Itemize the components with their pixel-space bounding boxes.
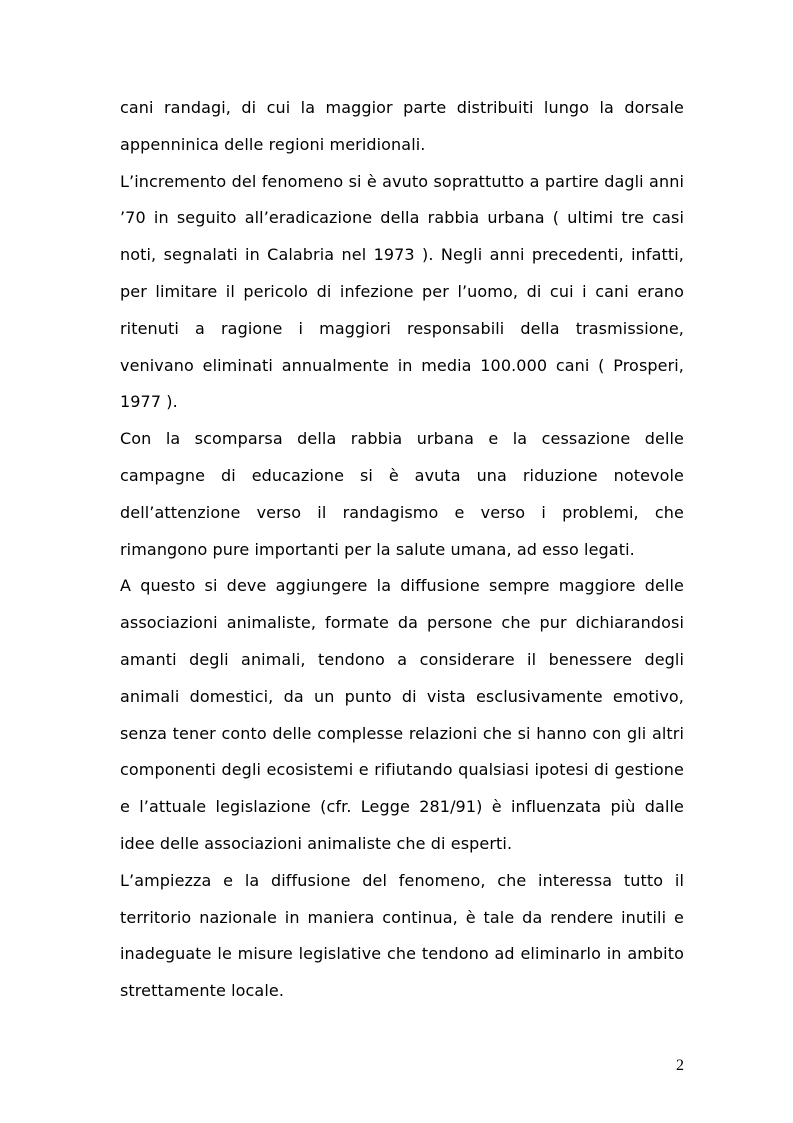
paragraph: Con la scomparsa della rabbia urbana e la cessazione delle campagne di educazione si è avuta una riduzione notevole dell’attenzione verso il randagismo e verso i problemi, che rimangono pure importanti per la salute umana, ad esso legati. bbox=[120, 429, 684, 559]
paragraph: cani randagi, di cui la maggior parte distribuiti lungo la dorsale appenninica delle regioni meridionali. bbox=[120, 98, 684, 154]
page-number: 2 bbox=[676, 1057, 684, 1074]
paragraph: A questo si deve aggiungere la diffusione sempre maggiore delle associazioni animaliste, formate da persone che pur dichiarandosi amanti degli animali, tendono a considerare il benessere degli animali domestici, da un punto di vista esclusivamente emotivo, senza tener conto delle complesse relazioni che si hanno con gli altri componenti degli ecosistemi e rifiutando qualsiasi ipotesi di gestione e l’attuale legislazione (cfr. Legge 281/91) è influenzata più dalle idee delle associazioni animaliste che di esperti. bbox=[120, 576, 684, 853]
body-text bbox=[120, 90, 684, 1010]
paragraph: L’incremento del fenomeno si è avuto soprattutto a partire dagli anni ’70 in seguito all’eradicazione della rabbia urbana ( ultimi tre casi noti, segnalati in Calabria nel 1973 ). Negli anni precedenti, infatti, per limitare il pericolo di infezione per l’uomo, di cui i cani erano ritenuti a ragione i maggiori responsabili della trasmissione, venivano eliminati annualmente in media 100.000 cani ( Prosperi, 1977 ). bbox=[120, 171, 684, 412]
paragraph: L’ampiezza e la diffusione del fenomeno, che interessa tutto il territorio nazionale in maniera continua, è tale da rendere inutili e inadeguate le misure legislative che tendono ad eliminarlo in ambito strettamente locale. bbox=[120, 870, 684, 1001]
